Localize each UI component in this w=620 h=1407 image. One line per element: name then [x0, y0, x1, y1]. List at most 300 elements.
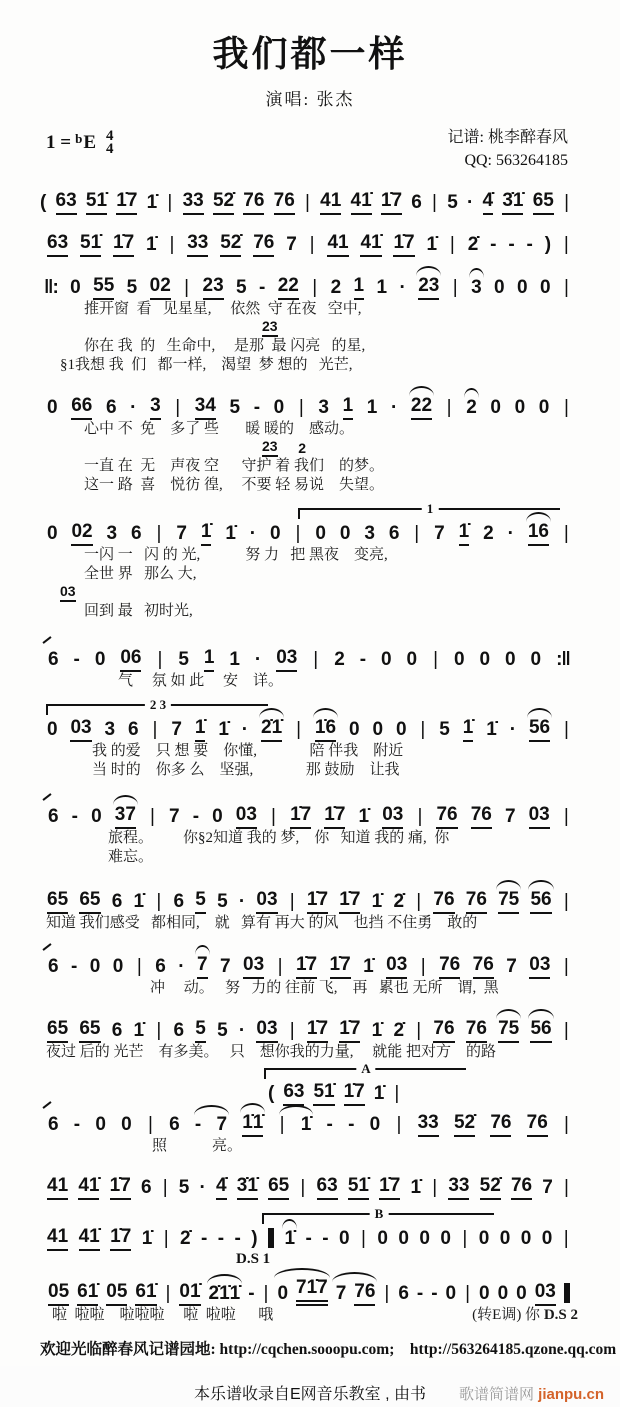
- note: 6: [173, 891, 185, 912]
- barline: |: [384, 1283, 390, 1304]
- note: 76: [511, 1174, 532, 1200]
- note: -: [416, 1283, 424, 1304]
- time-signature: [106, 130, 114, 156]
- lyrics: 这一 路 喜 悦彷 徨, 不要 轻 易说 失望。: [84, 477, 385, 493]
- note: 6: [169, 1114, 180, 1135]
- note: -: [71, 956, 78, 977]
- final-barline: [268, 1228, 274, 1248]
- barline: |: [564, 192, 569, 213]
- notator-block: [448, 126, 568, 172]
- barline: |: [152, 719, 158, 740]
- note: 23: [418, 274, 439, 300]
- lyric-row: [0, 457, 620, 476]
- note: 41: [320, 189, 341, 215]
- note: 0: [89, 956, 101, 977]
- note: ·: [199, 1177, 206, 1198]
- notes-row: [0, 643, 620, 672]
- barline: |: [263, 1283, 269, 1304]
- section-bracket: [264, 1061, 466, 1079]
- note: 03: [529, 953, 550, 979]
- note: -: [73, 649, 80, 670]
- barline: |: [156, 523, 162, 544]
- note: 03: [243, 953, 264, 979]
- repeat-start-sign: ‖:: [44, 277, 58, 298]
- music-system: [0, 1171, 620, 1200]
- note: 1̇7: [110, 1174, 131, 1200]
- barline: |: [163, 1228, 169, 1249]
- lyric-row: [0, 672, 620, 691]
- watermark-site: 歌谱简谱网: [458, 1386, 539, 1403]
- note: 76: [274, 189, 295, 215]
- note: -: [259, 277, 266, 298]
- note: 1̇7: [339, 1017, 360, 1043]
- note: 2̇: [393, 1020, 405, 1041]
- note: 4̇: [483, 189, 494, 215]
- note: 0: [514, 397, 526, 418]
- barline: |: [563, 234, 569, 255]
- note: 6: [128, 719, 139, 740]
- lyric-row: [0, 914, 620, 933]
- note: -: [71, 806, 78, 827]
- note: 0: [381, 649, 392, 670]
- bracket-label: 1: [422, 501, 439, 517]
- note: 76: [433, 888, 454, 914]
- note: 0: [112, 956, 124, 977]
- note: 6: [111, 891, 123, 912]
- note: 03: [70, 716, 91, 742]
- bracket-label: B: [370, 1206, 389, 1222]
- note: 65: [79, 1017, 100, 1043]
- note: 51̇: [86, 189, 107, 215]
- lyrics: §1我想 我 们 都一样, 渴望 梦 想的 光芒,: [60, 357, 353, 373]
- key-signature: [46, 130, 114, 156]
- note: 1̇7: [339, 888, 360, 914]
- barline: |: [289, 891, 295, 912]
- note: 33: [418, 1111, 439, 1137]
- lyrics: 全世 界 那么 大,: [84, 566, 197, 582]
- note: 6: [105, 397, 117, 418]
- note: 0: [541, 1228, 553, 1249]
- note: 37: [115, 803, 136, 829]
- note: 3: [104, 719, 116, 740]
- note: 7: [171, 719, 182, 740]
- music-system: [0, 1014, 620, 1062]
- note: 1: [343, 394, 354, 420]
- lyrics: 你在 我 的 生命中, 是那 最 闪亮 的星,: [84, 338, 366, 354]
- note: 5: [195, 888, 206, 914]
- music-system: [0, 1206, 620, 1267]
- note: 0: [478, 1228, 490, 1249]
- note: (: [40, 192, 47, 213]
- music-system: [0, 643, 620, 691]
- note: 0: [47, 719, 58, 740]
- note: 1̇: [358, 806, 370, 827]
- note: 75: [498, 1017, 519, 1043]
- music-system: [0, 228, 620, 257]
- note: 52̇: [213, 189, 234, 215]
- note: 0: [539, 277, 551, 298]
- lyrics: 冲 动。 努 力的 往前 飞, 再 累也 无所 谓, 黑: [150, 980, 499, 996]
- notes-row: [0, 228, 620, 257]
- note: 0: [47, 397, 58, 418]
- note: ·: [178, 956, 185, 977]
- note: 02: [150, 274, 171, 300]
- lyric-row: [0, 742, 620, 761]
- barline: |: [312, 277, 318, 298]
- barline: |: [563, 277, 569, 298]
- bracket-label: A: [356, 1061, 375, 1077]
- note: 23: [262, 318, 278, 337]
- note: 56: [530, 888, 551, 914]
- ds-label: D.S 1: [236, 1251, 271, 1267]
- page-title: 我们都一样: [212, 33, 408, 74]
- lyric-row: [0, 476, 620, 495]
- lyrics: 知道 我们感受 都相同, 就 算有 再大 的风 也挡 不住勇 敢的: [46, 915, 478, 931]
- note: 2: [466, 397, 477, 418]
- note: 1: [229, 649, 240, 670]
- note: 0: [369, 1114, 381, 1135]
- barline: |: [420, 956, 426, 977]
- note: -: [253, 397, 261, 418]
- footer-links: [0, 1337, 620, 1359]
- note: 52̇: [480, 1174, 501, 1200]
- note: 22: [278, 274, 299, 300]
- note: 0: [538, 397, 550, 418]
- notes-row: [0, 391, 620, 420]
- barline: |: [157, 649, 163, 670]
- note: 0: [499, 1228, 511, 1249]
- note: -: [73, 1114, 81, 1135]
- notes-row: [0, 800, 620, 829]
- barline: |: [563, 523, 569, 544]
- notes-row: [0, 271, 620, 300]
- note: 0: [516, 1283, 527, 1304]
- music-system: [0, 1061, 620, 1106]
- note: 33: [187, 231, 208, 257]
- note: ): [544, 234, 552, 255]
- ds-mark: D.S 2: [540, 1307, 578, 1323]
- note: 3: [318, 397, 329, 418]
- lyric-row: [0, 829, 620, 848]
- barline: |: [465, 1283, 471, 1304]
- note: 51̇: [313, 1080, 334, 1106]
- note: 1̇7: [116, 189, 137, 215]
- note: 0: [530, 649, 542, 670]
- note: 0: [406, 649, 418, 670]
- barline: |: [432, 1177, 438, 1198]
- note: 4̇: [216, 1174, 227, 1200]
- lyrics: 一直 在 无 声夜 空 守护 着 我们 的梦。: [84, 458, 385, 474]
- note: 0: [270, 523, 281, 544]
- note: 0: [70, 277, 81, 298]
- bottom-strip: [0, 1381, 620, 1407]
- time-top: 4: [106, 128, 114, 144]
- alt-verse-notes-row: [0, 319, 620, 337]
- barline: |: [396, 1114, 402, 1135]
- barline: |: [420, 719, 426, 740]
- note: 76: [433, 1017, 454, 1043]
- note: 16: [528, 520, 549, 546]
- notes-row: [0, 885, 620, 914]
- note: 03: [256, 888, 277, 914]
- note: -: [490, 234, 497, 255]
- note: 63: [283, 1080, 304, 1106]
- note: 61̇: [135, 1280, 156, 1306]
- music-system: [0, 501, 620, 621]
- note: 03: [276, 646, 297, 672]
- note: 76: [439, 953, 460, 979]
- lyric-row: [0, 979, 620, 998]
- music-system: [0, 186, 620, 215]
- alt-verse-notes-row: [0, 439, 620, 457]
- note: 76: [253, 231, 274, 257]
- note: 03: [382, 803, 403, 829]
- notes-row: [0, 1171, 620, 1200]
- note: 05: [106, 1280, 127, 1306]
- note: 76: [436, 803, 457, 829]
- notes-row: [0, 1277, 620, 1306]
- lyrics: 啦 啦啦 啦啦啦 啦 啦啦 哦: [52, 1307, 274, 1323]
- note: 6: [48, 806, 59, 827]
- barline: |: [414, 523, 420, 544]
- note: 5: [229, 397, 241, 418]
- music-system: [0, 271, 620, 375]
- notes-row: [0, 713, 620, 742]
- link-sooopu: http://cqchen.sooopu.com;: [219, 1341, 395, 1358]
- barline: |: [184, 277, 190, 298]
- note: ·: [509, 719, 517, 740]
- note: -: [305, 1228, 312, 1249]
- note: 3̇1̇: [502, 189, 523, 215]
- note: 6: [388, 523, 400, 544]
- meta-row: [0, 126, 620, 176]
- barline: |: [150, 806, 155, 827]
- note: 0: [91, 806, 102, 827]
- note: ·: [399, 277, 406, 298]
- note: 1̇: [195, 716, 206, 742]
- lyrics: 一闪 一 闪 的 光, 努 力 把 黑夜 变亮,: [84, 547, 388, 563]
- note: 01̇: [179, 1280, 200, 1306]
- lyric-row: [0, 546, 620, 565]
- barline: |: [433, 649, 438, 670]
- note: ·: [241, 719, 249, 740]
- note: 6: [140, 1177, 152, 1198]
- note: 34: [195, 394, 216, 420]
- barline: |: [175, 397, 181, 418]
- barline: |: [563, 1020, 569, 1041]
- lyrics: 回到 最 初时光,: [84, 603, 193, 619]
- note: 7: [219, 956, 231, 977]
- notes-row: [0, 1077, 620, 1106]
- barline: |: [564, 719, 569, 740]
- note: 0: [273, 397, 285, 418]
- music-system: [0, 800, 620, 867]
- notes-row: [0, 1222, 620, 1251]
- note: 5: [195, 1017, 206, 1043]
- note: 0: [440, 1228, 451, 1249]
- note: -: [201, 1228, 208, 1249]
- lyrics: 当 时的 你多 么 坚强, 那 鼓励 让我: [92, 762, 400, 778]
- note: 61̇: [77, 1280, 98, 1306]
- note: 6: [131, 523, 142, 544]
- barline: |: [169, 234, 175, 255]
- note: 2̇1̇1̇: [208, 1283, 241, 1304]
- note: 1̇: [363, 956, 374, 977]
- note: ): [251, 1228, 258, 1249]
- note: 23: [203, 274, 224, 300]
- note: 0: [517, 277, 528, 298]
- note: 06: [120, 646, 141, 672]
- note: 33: [183, 189, 204, 215]
- barline: |: [279, 1114, 285, 1135]
- lyrics: 难忘。: [108, 849, 154, 865]
- note: 1̇7: [324, 803, 345, 829]
- barline: |: [156, 1020, 162, 1041]
- lyric-row: [0, 761, 620, 780]
- barline: |: [313, 649, 319, 670]
- note: 1̇7: [307, 1017, 328, 1043]
- barline: |: [295, 523, 301, 544]
- barline: |: [563, 956, 569, 977]
- barline: |: [162, 1177, 168, 1198]
- note: 51̇: [80, 231, 101, 257]
- note: -: [234, 1228, 241, 1249]
- note: 65: [268, 1174, 289, 1200]
- note: 7: [506, 956, 517, 977]
- note: 6: [48, 649, 59, 670]
- key-prefix: 1 =: [46, 132, 72, 153]
- barline: |: [298, 397, 304, 418]
- note: 1̇7: [344, 1080, 365, 1106]
- barline: |: [416, 891, 422, 912]
- note: 7: [216, 1114, 228, 1135]
- note: 0: [419, 1228, 430, 1249]
- note: -: [348, 1114, 355, 1135]
- notes-row: [0, 950, 620, 979]
- lyric-row: [0, 1306, 620, 1325]
- note: 65: [47, 1017, 68, 1043]
- barline: |: [446, 397, 452, 418]
- note: -: [431, 1283, 438, 1304]
- note: 41̇: [78, 1174, 99, 1200]
- lyric-row: [0, 565, 620, 584]
- lyrics: 我 的爱 只 想 要 你懂, 陪 伴我 附近: [92, 743, 404, 759]
- barline: |: [449, 234, 455, 255]
- note: 52̇: [220, 231, 241, 257]
- note: 0: [490, 397, 501, 418]
- bracket-label: 2 3: [145, 697, 171, 713]
- note: 1̇: [371, 1020, 383, 1041]
- note: 1̇: [133, 891, 145, 912]
- note: 1̇: [300, 1114, 312, 1135]
- note: 1̇: [146, 192, 158, 213]
- barline: |: [432, 192, 437, 213]
- note: 1̇: [463, 716, 474, 742]
- note: ·: [254, 649, 262, 670]
- final-barline: [564, 1283, 570, 1303]
- note: 0: [121, 1114, 132, 1135]
- note: ·: [238, 891, 246, 912]
- music-system: [0, 950, 620, 998]
- note: 1̇7: [381, 189, 402, 215]
- note: 5: [217, 891, 228, 912]
- barline: |: [271, 806, 276, 827]
- music-system: [0, 697, 620, 780]
- note: 1̇: [426, 234, 438, 255]
- barline: |: [563, 891, 569, 912]
- lyric-row: [0, 848, 620, 867]
- note: 3: [106, 523, 118, 544]
- note: -: [322, 1228, 329, 1249]
- note: 41̇: [79, 1225, 100, 1251]
- note: 0: [95, 1114, 106, 1135]
- barline: |: [165, 1283, 171, 1304]
- barline: |: [289, 1020, 295, 1041]
- note: 6: [48, 1114, 59, 1135]
- note: 65: [79, 888, 100, 914]
- note: ·: [390, 397, 398, 418]
- lyric-row: [0, 300, 620, 319]
- note: 63: [56, 189, 77, 215]
- barline: |: [394, 1083, 400, 1104]
- barline: |: [417, 806, 423, 827]
- note: 1̇7: [330, 953, 351, 979]
- note: 0: [453, 649, 465, 670]
- note: 6: [398, 1283, 409, 1304]
- lyrics: 气 氛 如 此 安 详。: [118, 673, 284, 689]
- barline: |: [305, 192, 310, 213]
- barline: |: [147, 1114, 153, 1135]
- barline: |: [416, 1020, 422, 1041]
- note: 0: [315, 523, 326, 544]
- note: 7: [542, 1177, 553, 1198]
- lyric-row: [0, 337, 620, 356]
- lyrics: 心中 不 免 多了 些 暖 暖的 感动。: [84, 421, 355, 437]
- note: 5: [447, 192, 458, 213]
- note: 1̇7: [379, 1174, 400, 1200]
- note: 5: [126, 277, 138, 298]
- barline: |: [156, 891, 162, 912]
- barline: |: [277, 956, 283, 977]
- note: 1̇: [141, 1228, 153, 1249]
- note: 6: [155, 956, 166, 977]
- note: 76: [527, 1111, 548, 1137]
- qq-line: QQ: 563264185: [464, 152, 568, 169]
- note: 1̇7: [393, 231, 414, 257]
- link-qzone: http://563264185.qzone.qq.com: [394, 1341, 617, 1358]
- note: 23: [262, 438, 278, 457]
- note: 2: [334, 649, 345, 670]
- note: 1̇7: [296, 953, 317, 979]
- note: 03: [60, 583, 76, 602]
- note: 1̇6: [315, 716, 336, 742]
- lyric-right-note: (转E调) 你 D.S 2: [472, 1307, 578, 1323]
- note: 6: [111, 1020, 123, 1041]
- note: 76: [354, 1280, 375, 1306]
- note: 3: [471, 277, 482, 298]
- section-bracket: [262, 1206, 494, 1224]
- note: 76: [466, 1017, 487, 1043]
- note: 63: [317, 1174, 338, 1200]
- welcome-text: 欢迎光临醉春风记谱园地:: [40, 1341, 220, 1358]
- lyrics: 照 亮。: [152, 1138, 243, 1154]
- watermark-domain: jianpu.cn: [538, 1386, 604, 1403]
- note: 0: [520, 1228, 532, 1249]
- note: 0: [505, 649, 516, 670]
- note: 7: [434, 523, 445, 544]
- music-system: [0, 885, 620, 933]
- note: 1̇: [371, 891, 383, 912]
